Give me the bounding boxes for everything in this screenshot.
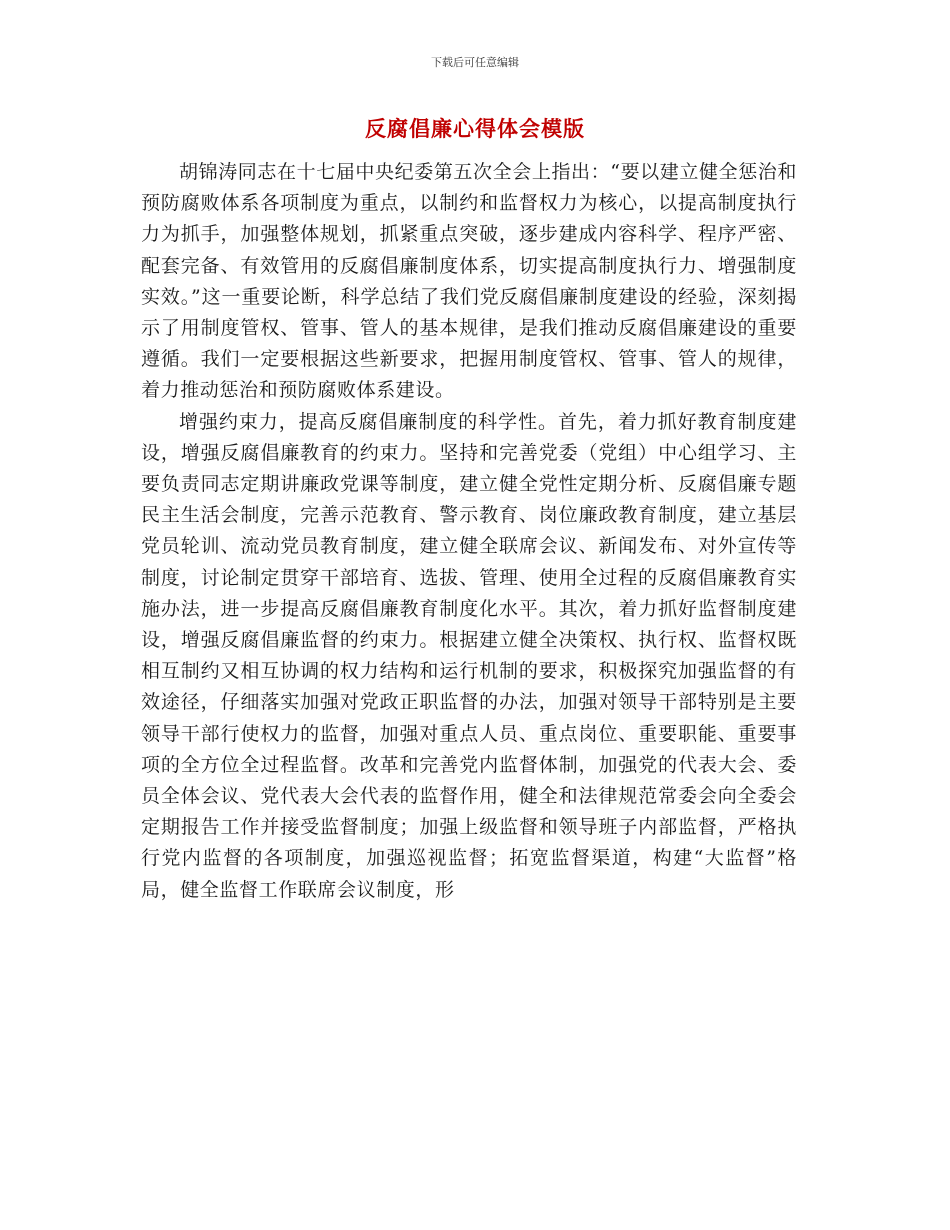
paragraph-1: 胡锦涛同志在十七届中央纪委第五次全会上指出：“要以建立健全惩治和预防腐败体系各项制度为重点，以制约和监督权力为核心，以提高制度执行力为抓手，加强整体规划，抓紧重点突破，逐步建成内容科学、程序严密、配套完备、有效管用的反腐倡廉制度体系，切实提高制度执行力、增强制度实效。”这一重要论断，科学总结了我们党反腐倡廉制度建设的经验，深刻揭示了用制度管权、管事、管人的基本规律，是我们推动反腐倡廉建设的重要遵循。我们一定要根据这些新要求，把握用制度管权、管事、管人的规律，着力推动惩治和预防腐败体系建设。 — [141, 161, 797, 402]
paragraph-2: 增强约束力，提高反腐倡廉制度的科学性。首先，着力抓好教育制度建设，增强反腐倡廉教育的约束力。坚持和完善党委（党组）中心组学习、主要负责同志定期讲廉政党课等制度，建立健全党性定期分析、反腐倡廉专题民主生活会制度，完善示范教育、警示教育、岗位廉政教育制度，建立基层党员轮训、流动党员教育制度，建立健全联席会议、新闻发布、对外宣传等制度，讨论制定贯穿干部培育、选拔、管理、使用全过程的反腐倡廉教育实施办法，进一步提高反腐倡廉教育制度化水平。其次，着力抓好监督制度建设，增强反腐倡廉监督的约束力。根据建立健全决策权、执行权、监督权既相互制约又相互协调的权力结构和运行机制的要求，积极探究加强监督的有效途径，仔细落实加强对党政正职监督的办法，加强对领导干部特别是主要领导干部行使权力的监督，加强对重点人员、重点岗位、重要职能、重要事项的全方位全过程监督。改革和完善党内监督体制，加强党的代表大会、委员全体会议、党代表大会代表的监督作用，健全和法律规范常委会向全委会定期报告工作并接受监督制度；加强上级监督和领导班子内部监督，严格执行党内监督的各项制度，加强巡视监督；拓宽监督渠道，构建“大监督”格局，健全监督工作联席会议制度，形 — [141, 410, 797, 901]
document-title: 反腐倡廉心得体会模版 — [365, 117, 585, 141]
header-note: 下载后可任意编辑 — [431, 56, 519, 69]
document-body — [141, 157, 797, 906]
